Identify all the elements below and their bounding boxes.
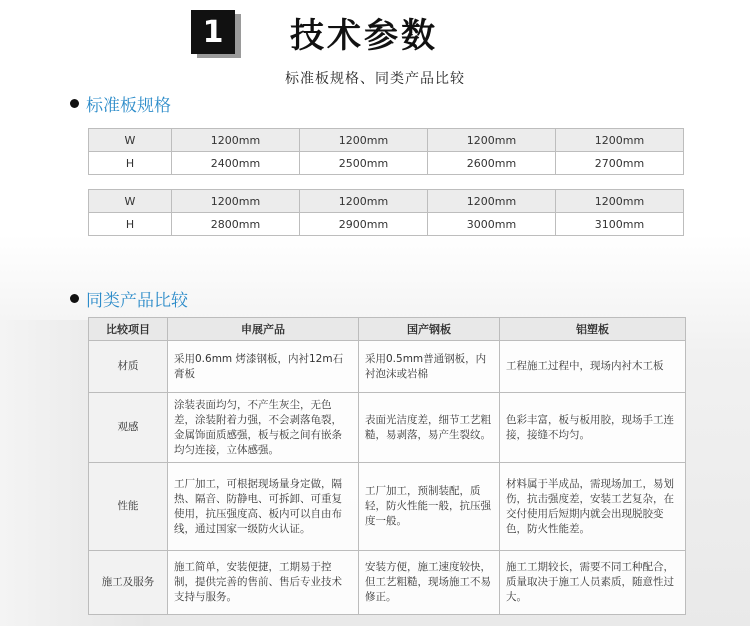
table-cell: 涂装表面均匀，不产生灰尘，无色差，涂装附着力强，不会剥落龟裂，金属饰面质感强，板与板之间有嵌条均匀连接，立体感强。	[168, 393, 359, 463]
row-label-h: H	[89, 213, 172, 236]
column-header: 国产钢板	[359, 318, 500, 341]
table-cell: 采用0.5mm普通钢板，内衬泡沫或岩棉	[359, 341, 500, 393]
table-cell: 色彩丰富，板与板用胶，现场手工连接，接缝不均匀。	[500, 393, 686, 463]
table-row	[89, 463, 686, 551]
bullet-dot-icon	[70, 294, 79, 303]
table-row	[89, 129, 684, 152]
table-cell: 1200mm	[556, 129, 684, 152]
table-cell: 施工简单，安装便捷，工期易于控制，提供完善的售前、售后专业技术支持与服务。	[168, 551, 359, 615]
table-cell: 1200mm	[172, 129, 300, 152]
section-heading-label: 标准板规格	[86, 96, 171, 116]
table-cell: 2900mm	[300, 213, 428, 236]
section-number-badge: 1	[191, 10, 235, 54]
row-label: 性能	[89, 463, 168, 551]
table-cell: 3000mm	[428, 213, 556, 236]
spec-table-2	[88, 189, 684, 236]
table-row	[89, 152, 684, 175]
table-cell: 1200mm	[300, 129, 428, 152]
table-row	[89, 213, 684, 236]
table-cell: 2500mm	[300, 152, 428, 175]
table-cell: 2800mm	[172, 213, 300, 236]
table-header-row	[89, 318, 686, 341]
table-cell: 表面光洁度差，细节工艺粗糙，易剥落，易产生裂纹。	[359, 393, 500, 463]
row-label-w: W	[89, 190, 172, 213]
table-cell: 施工工期较长，需要不同工种配合，质量取决于施工人员素质，随意性过大。	[500, 551, 686, 615]
section-heading-label: 同类产品比较	[86, 291, 188, 311]
column-header: 申展产品	[168, 318, 359, 341]
row-label: 施工及服务	[89, 551, 168, 615]
spec-table-1	[88, 128, 684, 175]
column-header: 铝塑板	[500, 318, 686, 341]
section-heading-compare	[70, 286, 188, 311]
page-subtitle: 标准板规格、同类产品比较	[285, 71, 465, 87]
table-cell: 2600mm	[428, 152, 556, 175]
table-cell: 工程施工过程中，现场内衬木工板	[500, 341, 686, 393]
column-header: 比较项目	[89, 318, 168, 341]
table-cell: 2700mm	[556, 152, 684, 175]
table-row	[89, 341, 686, 393]
table-row	[89, 551, 686, 615]
table-cell: 3100mm	[556, 213, 684, 236]
table-cell: 1200mm	[300, 190, 428, 213]
comparison-table	[88, 317, 686, 615]
row-label: 观感	[89, 393, 168, 463]
table-row	[89, 190, 684, 213]
table-cell: 安装方便，施工速度较快，但工艺粗糙，现场施工不易修正。	[359, 551, 500, 615]
section-heading-standard	[70, 91, 171, 116]
table-cell: 2400mm	[172, 152, 300, 175]
table-cell: 1200mm	[428, 190, 556, 213]
row-label-w: W	[89, 129, 172, 152]
table-cell: 材料属于半成品，需现场加工，易划伤，抗击强度差，安装工艺复杂，在交付使用后短期内就会出现脱胶变色，防火性能差。	[500, 463, 686, 551]
table-row	[89, 393, 686, 463]
row-label-h: H	[89, 152, 172, 175]
table-cell: 1200mm	[428, 129, 556, 152]
table-cell: 1200mm	[556, 190, 684, 213]
table-cell: 工厂加工，可根据现场量身定做，隔热、隔音、防静电、可拆卸、可重复使用，抗压强度高、板内可以自由布线，通过国家一级防火认证。	[168, 463, 359, 551]
page-title: 技术参数	[290, 16, 438, 56]
table-cell: 采用0.6mm 烤漆钢板，内衬12m石膏板	[168, 341, 359, 393]
table-cell: 1200mm	[172, 190, 300, 213]
bullet-dot-icon	[70, 99, 79, 108]
table-cell: 工厂加工，预制装配，质轻，防火性能一般，抗压强度一般。	[359, 463, 500, 551]
row-label: 材质	[89, 341, 168, 393]
